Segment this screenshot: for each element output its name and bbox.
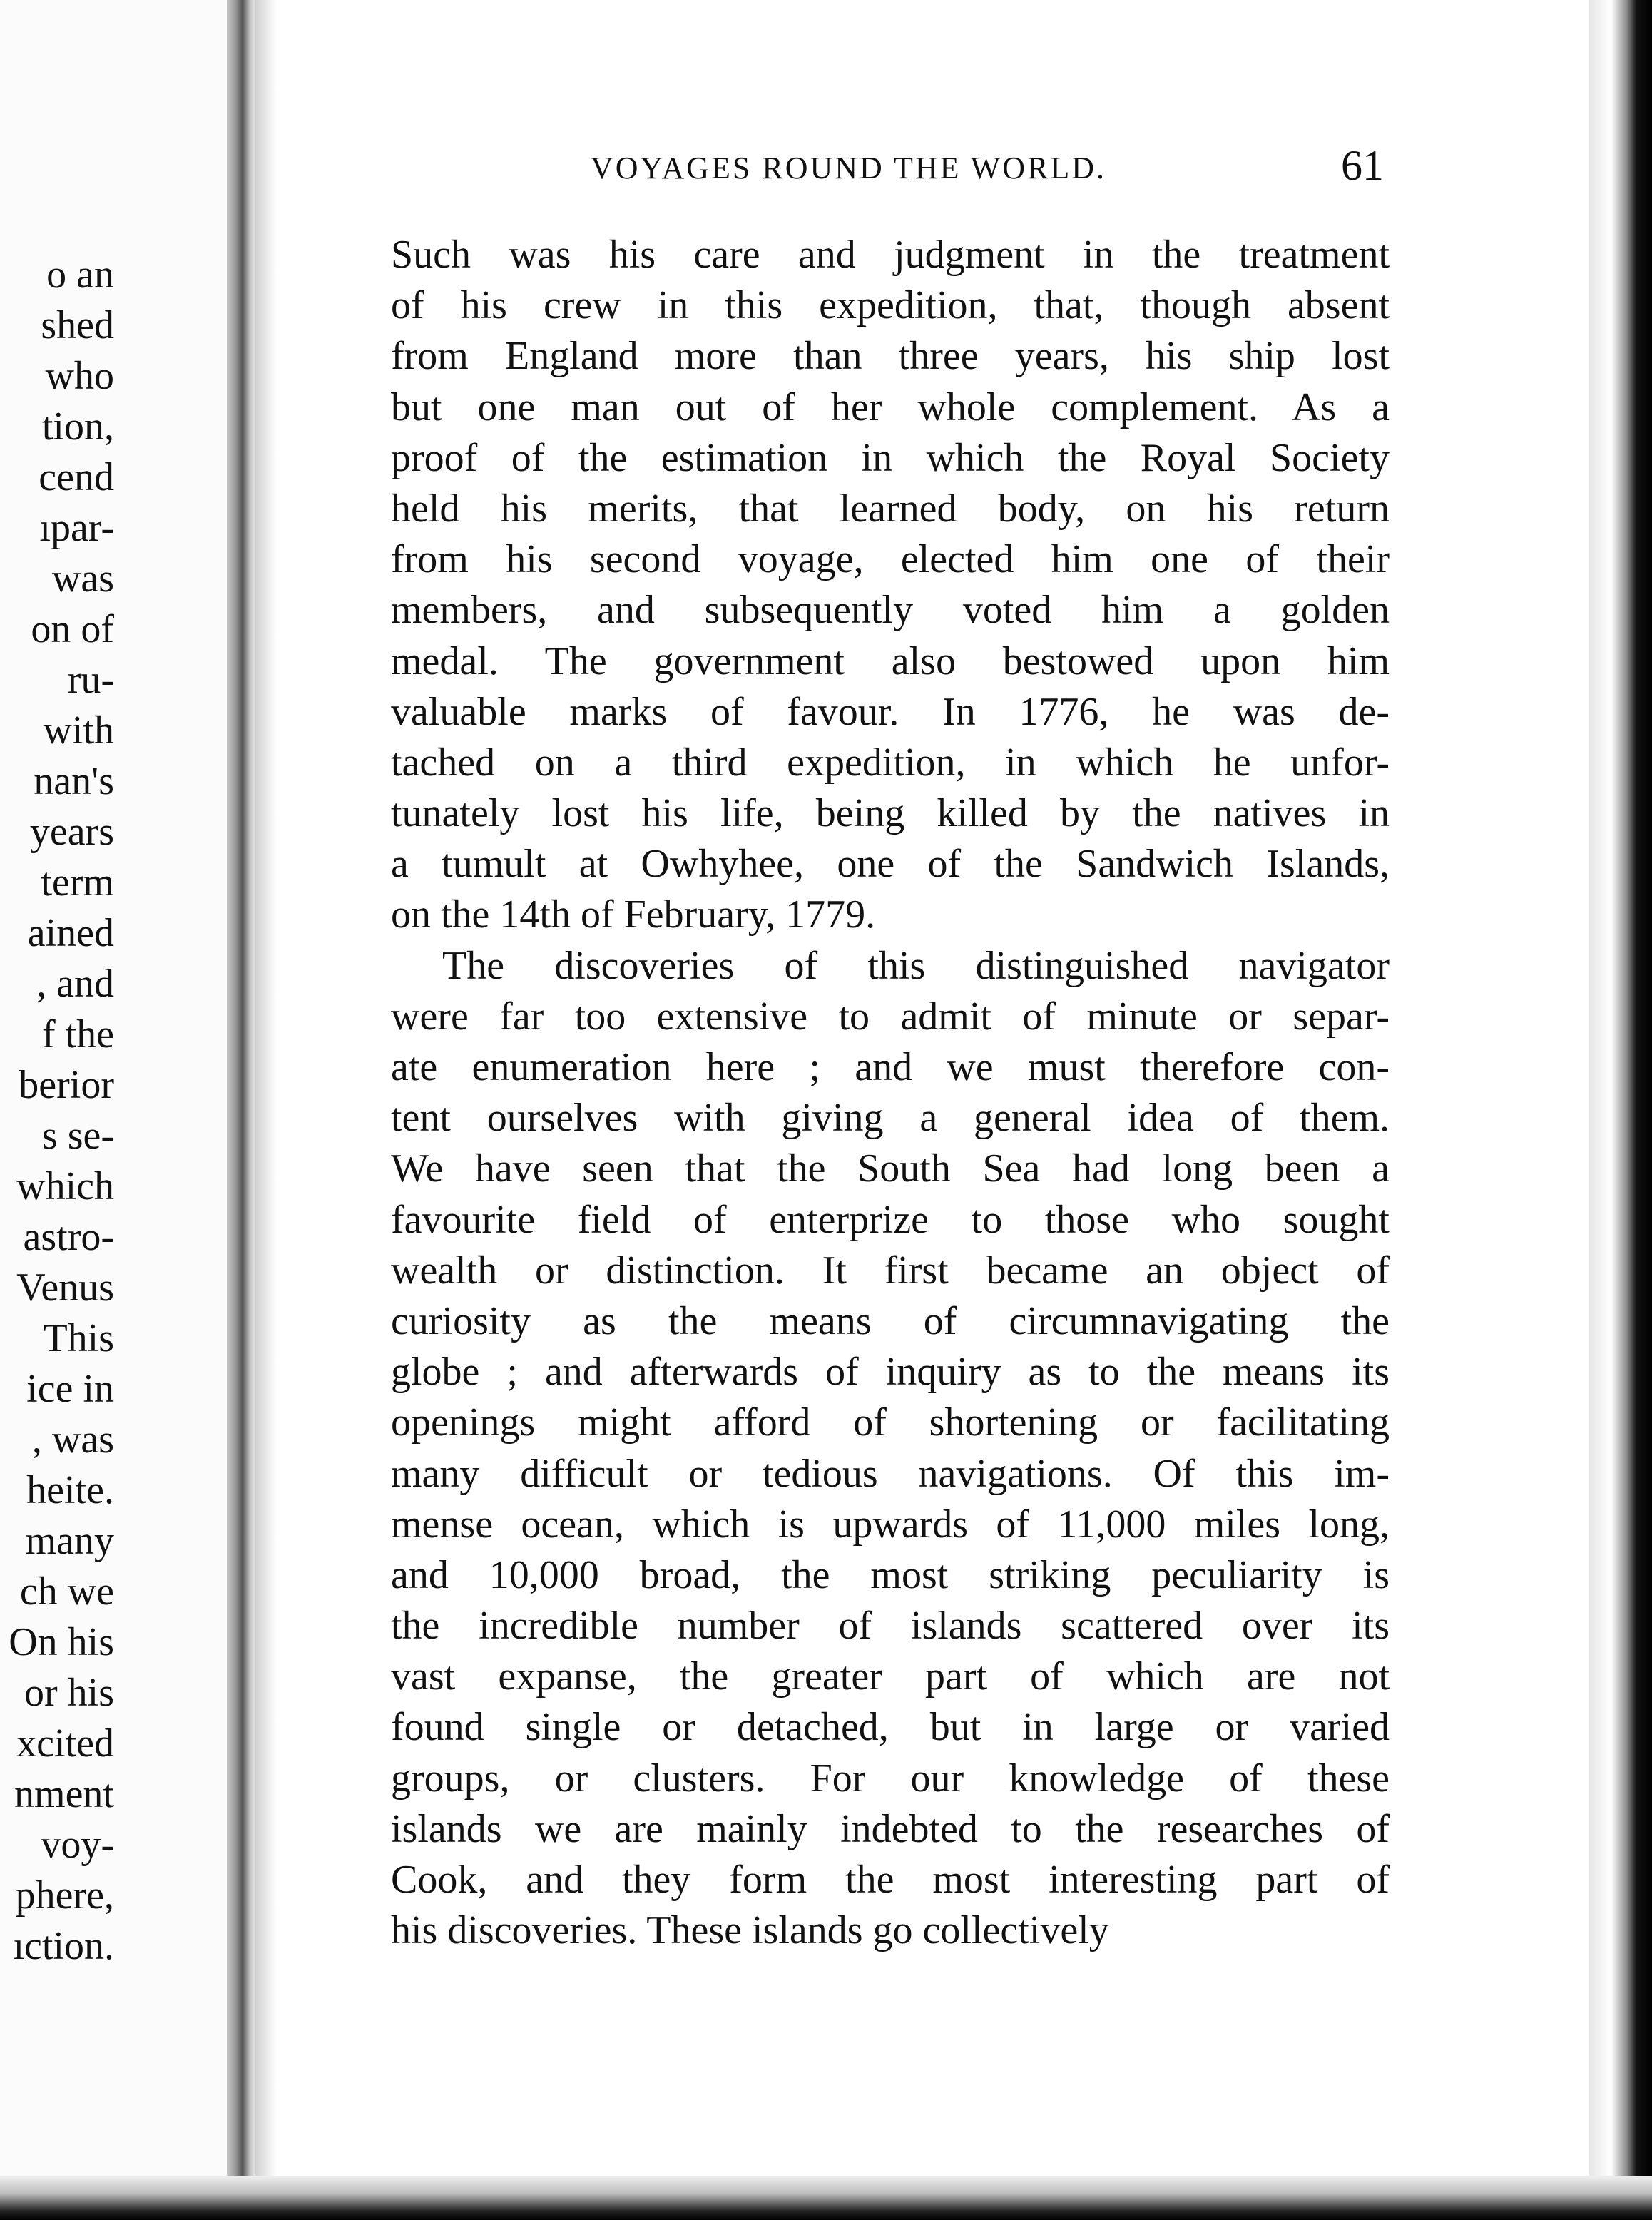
- text-line: from England more than three years, his ship lost: [391, 334, 1390, 379]
- left-line-fragment: ained: [27, 911, 114, 955]
- left-line-fragment: f the: [41, 1012, 114, 1056]
- bottom-edge-shadow: [0, 2176, 1652, 2220]
- left-line-fragment: voy-: [41, 1823, 114, 1867]
- text-line: curiosity as the means of circumnavigating the: [391, 1298, 1390, 1343]
- text-line: found single or detached, but in large or varied: [391, 1705, 1390, 1750]
- text-line: held his merits, that learned body, on his return: [391, 486, 1390, 531]
- text-line: mense ocean, which is upwards of 11,000 miles long,: [391, 1502, 1390, 1547]
- left-line-fragment: who: [45, 354, 114, 398]
- text-line: members, and subsequently voted him a golden: [391, 588, 1390, 633]
- text-line: valuable marks of favour. In 1776, he was de-: [391, 689, 1390, 734]
- text-line: groups, or clusters. For our knowledge of these: [391, 1756, 1390, 1801]
- left-line-fragment: On his: [9, 1620, 114, 1664]
- left-line-fragment: with: [43, 708, 114, 753]
- text-line: favourite field of enterprize to those who sought: [391, 1197, 1390, 1242]
- left-line-fragment: ru-: [67, 658, 114, 702]
- book-gutter: [227, 0, 255, 2220]
- left-line-fragment: tion,: [41, 404, 114, 449]
- left-line-fragment: s se-: [41, 1114, 114, 1158]
- body-text: [391, 230, 1390, 1956]
- left-line-fragment: Venus: [16, 1266, 114, 1310]
- text-line: Cook, and they form the most interesting part of: [391, 1858, 1390, 1902]
- text-line: We have seen that the South Sea had long been a: [391, 1146, 1390, 1191]
- page-number: 61: [1341, 142, 1384, 189]
- text-line: were far too extensive to admit of minute or separ-: [391, 994, 1390, 1039]
- left-line-fragment: berior: [19, 1063, 114, 1107]
- left-line-fragment: heite.: [26, 1468, 114, 1512]
- left-line-fragment: or his: [24, 1671, 114, 1715]
- text-line: tent ourselves with giving a general idea of them.: [391, 1096, 1390, 1141]
- left-line-fragment: xcited: [16, 1721, 114, 1766]
- left-line-fragment: years: [29, 810, 114, 854]
- left-line-fragment: term: [41, 860, 114, 905]
- text-line: proof of the estimation in which the Royal Society: [391, 435, 1390, 480]
- left-line-fragment: ch we: [19, 1569, 114, 1614]
- text-line: of his crew in this expedition, that, though absent: [391, 283, 1390, 328]
- text-line: vast expanse, the greater part of which are not: [391, 1654, 1390, 1699]
- text-line: tached on a third expedition, in which he unfor-: [391, 740, 1390, 785]
- left-line-fragment: on of: [31, 607, 114, 651]
- left-line-fragment: phere,: [15, 1873, 114, 1918]
- text-line: but one man out of her whole complement. As a: [391, 385, 1390, 429]
- left-page-text: [9, 250, 114, 1972]
- text-line: medal. The government also bestowed upon him: [391, 638, 1390, 683]
- text-line: The discoveries of this distinguished navigator: [442, 943, 1390, 988]
- text-line: from his second voyage, elected him one of their: [391, 537, 1390, 582]
- text-line: wealth or distinction. It first became an object of: [391, 1248, 1390, 1293]
- text-line: on the 14th of February, 1779.: [391, 892, 876, 937]
- text-line: his discoveries. These islands go collectively: [391, 1908, 1109, 1953]
- left-line-fragment: shed: [41, 303, 114, 347]
- left-line-fragment: , was: [31, 1417, 114, 1462]
- left-line-fragment: nment: [14, 1772, 114, 1816]
- page-edge-shadow: [1589, 0, 1652, 2220]
- left-line-fragment: , and: [36, 962, 114, 1006]
- left-line-fragment: nan's: [34, 759, 114, 803]
- text-line: and 10,000 broad, the most striking peculiarity is: [391, 1552, 1390, 1597]
- text-line: islands we are mainly indebted to the researches of: [391, 1806, 1390, 1851]
- left-line-fragment: was: [51, 556, 114, 601]
- text-line: the incredible number of islands scattered over its: [391, 1604, 1390, 1649]
- left-page-fragment: [0, 0, 228, 2220]
- text-line: a tumult at Owhyhee, one of the Sandwich Islands,: [391, 842, 1390, 887]
- left-line-fragment: ice in: [26, 1367, 114, 1411]
- left-line-fragment: cend: [39, 455, 114, 499]
- left-line-fragment: This: [43, 1316, 114, 1360]
- left-line-fragment: o an: [46, 253, 114, 297]
- text-line: Such was his care and judgment in the treatment: [391, 233, 1390, 277]
- text-line: tunately lost his life, being killed by the natives in: [391, 791, 1390, 836]
- text-line: openings might afford of shortening or facilitating: [391, 1400, 1390, 1445]
- left-line-fragment: astro-: [23, 1215, 114, 1259]
- left-line-fragment: many: [25, 1519, 114, 1563]
- left-line-fragment: ıction.: [13, 1924, 114, 1968]
- left-line-fragment: which: [16, 1164, 114, 1208]
- text-line: many difficult or tedious navigations. Of this im-: [391, 1451, 1390, 1496]
- text-line: ate enumeration here ; and we must therefore con-: [391, 1045, 1390, 1089]
- text-line: globe ; and afterwards of inquiry as to the means its: [391, 1350, 1390, 1395]
- running-head: VOYAGES ROUND THE WORLD.: [591, 151, 1107, 185]
- left-line-fragment: ıpar-: [39, 506, 114, 550]
- gutter-shadow: [255, 0, 277, 2220]
